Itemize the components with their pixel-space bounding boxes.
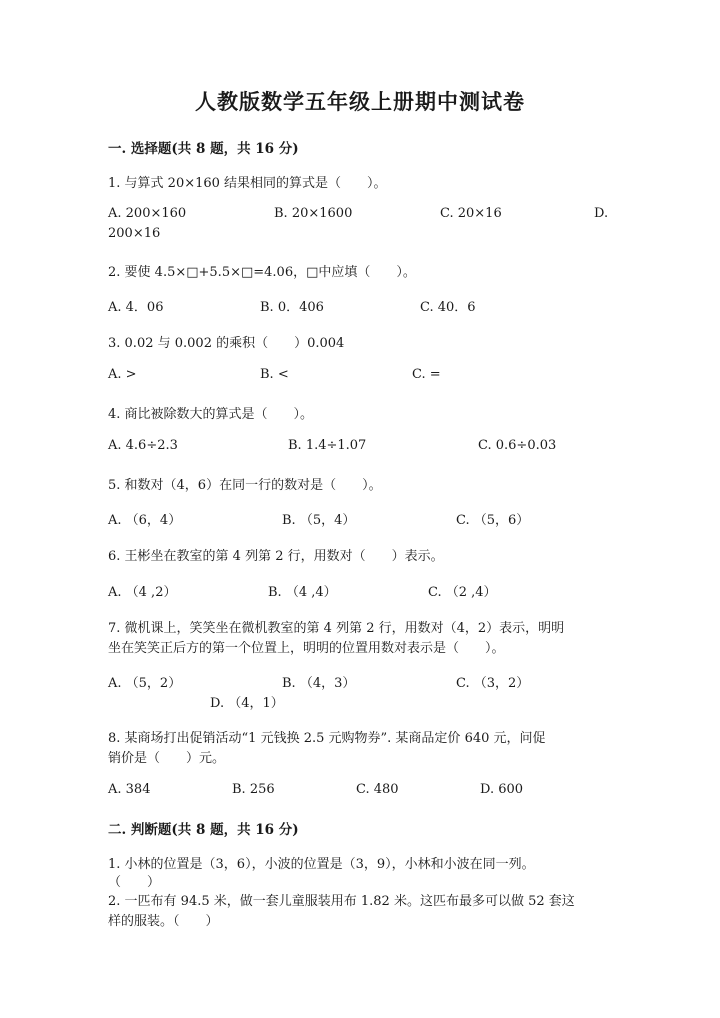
question-8-option-d: D. 600 <box>480 782 524 797</box>
section-heading-choice: 一. 选择题(共 8 题，共 16 分) <box>108 141 299 157</box>
question-3-option-b: B. < <box>260 367 289 382</box>
question-6: 6. 王彬坐在教室的第 4 列第 2 行，用数对（ ）表示。 <box>108 549 444 564</box>
question-6-option-c: C. （2 ,4） <box>428 585 497 600</box>
question-3-option-c: C. = <box>412 367 441 382</box>
question-7-option-c: C. （3，2） <box>456 676 530 691</box>
question-2-option-b: B. 0．406 <box>260 300 324 315</box>
question-4-option-b: B. 1.4÷1.07 <box>288 438 367 453</box>
question-1-option-c: C. 20×16 <box>440 206 502 221</box>
question-5-option-c: C. （5，6） <box>456 513 530 528</box>
question-8-option-a: A. 384 <box>108 782 151 797</box>
question-8-line-2: 销价是（ ）元。 <box>108 751 226 766</box>
question-1-option-b: B. 20×1600 <box>274 206 353 221</box>
question-6-option-b: B. （4 ,4） <box>268 585 337 600</box>
question-1-option-a: A. 200×160 <box>108 206 187 221</box>
question-8-line-1: 8. 某商场打出促销活动“1 元钱换 2.5 元购物券”. 某商品定价 640 元，问促 <box>108 731 546 746</box>
page-title: 人教版数学五年级上册期中测试卷 <box>195 89 525 114</box>
question-4-option-a: A. 4.6÷2.3 <box>108 438 178 453</box>
question-7-option-d: D. （4，1） <box>210 696 284 711</box>
question-2-option-c: C. 40．6 <box>420 300 476 315</box>
question-7-line-1: 7. 微机课上，笑笑坐在微机教室的第 4 列第 2 行，用数对（4，2）表示，明明 <box>108 621 565 636</box>
judgement-2-line-1: 2. 一匹布有 94.5 米，做一套儿童服装用布 1.82 米。这匹布最多可以做 52 套这 <box>108 894 575 909</box>
question-5: 5. 和数对（4，6）在同一行的数对是（ ）。 <box>108 478 382 493</box>
question-4-option-c: C. 0.6÷0.03 <box>478 438 557 453</box>
question-5-option-b: B. （5，4） <box>282 513 356 528</box>
question-8-option-b: B. 256 <box>232 782 275 797</box>
section-heading-judgement: 二. 判断题(共 8 题，共 16 分) <box>108 822 299 838</box>
question-7-option-a: A. （5，2） <box>108 676 182 691</box>
question-6-option-a: A. （4 ,2） <box>108 585 177 600</box>
judgement-2-line-2: 样的服装。（ ） <box>108 914 219 929</box>
question-1-option-d: D. <box>594 206 609 221</box>
question-3: 3. 0.02 与 0.002 的乘积（ ）0.004 <box>108 336 345 351</box>
question-3-option-a: A. > <box>108 367 137 382</box>
question-1-option-d-value: 200×16 <box>108 226 161 241</box>
judgement-1-line-2: （ ） <box>108 875 161 890</box>
question-5-option-a: A. （6，4） <box>108 513 182 528</box>
question-2: 2. 要使 4.5×□+5.5×□=4.06，□中应填（ ）。 <box>108 265 416 280</box>
question-1: 1. 与算式 20×160 结果相同的算式是（ ）。 <box>108 176 387 191</box>
question-8-option-c: C. 480 <box>356 782 399 797</box>
question-2-option-a: A. 4．06 <box>108 300 164 315</box>
question-7-option-b: B. （4，3） <box>282 676 356 691</box>
question-4: 4. 商比被除数大的算式是（ ）。 <box>108 407 314 422</box>
judgement-1-line-1: 1. 小林的位置是（3，6），小波的位置是（3，9），小林和小波在同一列。 <box>108 857 535 872</box>
question-7-line-2: 坐在笑笑正后方的第一个位置上，明明的位置用数对表示是（ ）。 <box>108 641 505 656</box>
